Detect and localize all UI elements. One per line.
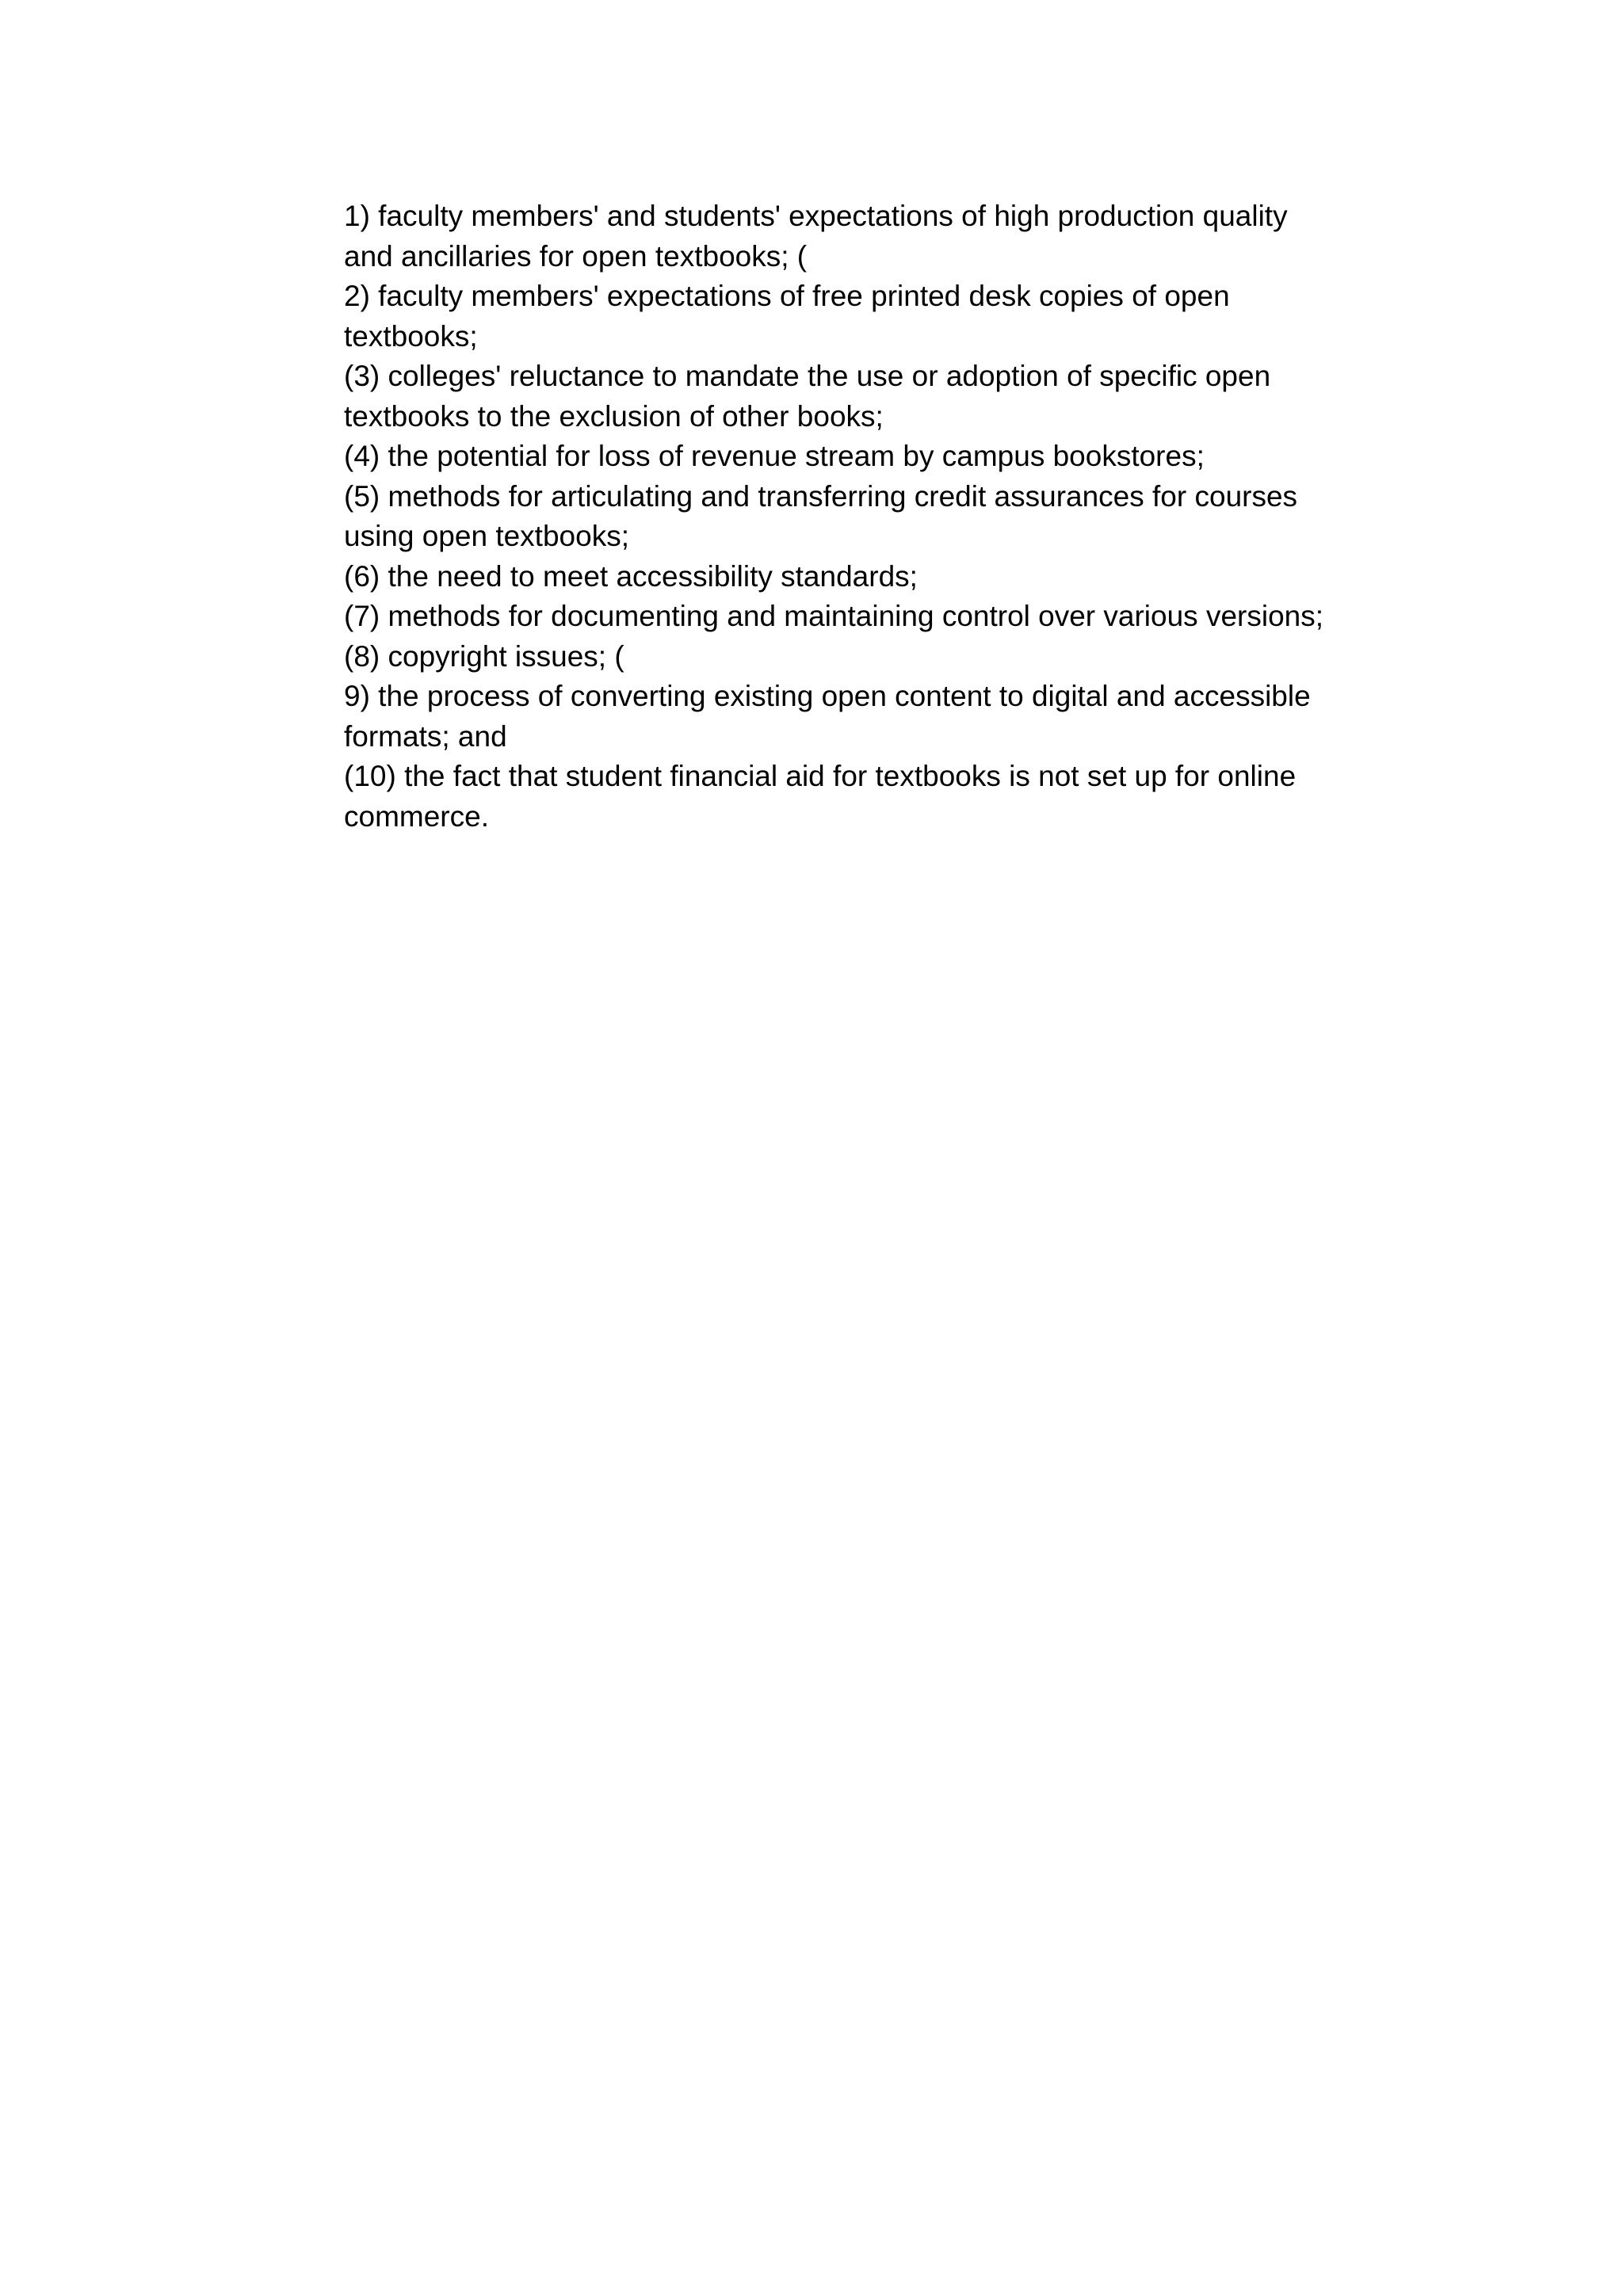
text-line-3: 2) faculty members' expectations of free printed desk copies of open [344,280,1230,312]
text-line-4: textbooks; [344,319,478,353]
text-line-11: (7) methods for documenting and maintaining control over various versions; [344,600,1324,632]
text-line-1: 1) faculty members' and students' expectations of high production quality [344,200,1288,232]
text-line-5: (3) colleges' reluctance to mandate the use or adoption of specific open [344,360,1271,392]
text-line-9: using open textbooks; [344,520,629,552]
text-line-16: commerce. [344,799,489,833]
text-line-12: (8) copyright issues; ( [344,639,624,673]
text-line-13: 9) the process of converting existing open content to digital and accessible [344,680,1311,712]
text-line-6: textbooks to the exclusion of other books; [344,399,884,433]
document-text-block [344,196,1374,837]
text-line-10: (6) the need to meet accessibility standards; [344,559,918,593]
text-line-7: (4) the potential for loss of revenue stream by campus bookstores; [344,440,1205,472]
text-line-8: (5) methods for articulating and transferring credit assurances for courses [344,479,1298,513]
text-line-14: formats; and [344,719,507,753]
text-line-2: and ancillaries for open textbooks; ( [344,239,808,273]
text-line-15: (10) the fact that student financial aid for textbooks is not set up for online [344,760,1296,792]
